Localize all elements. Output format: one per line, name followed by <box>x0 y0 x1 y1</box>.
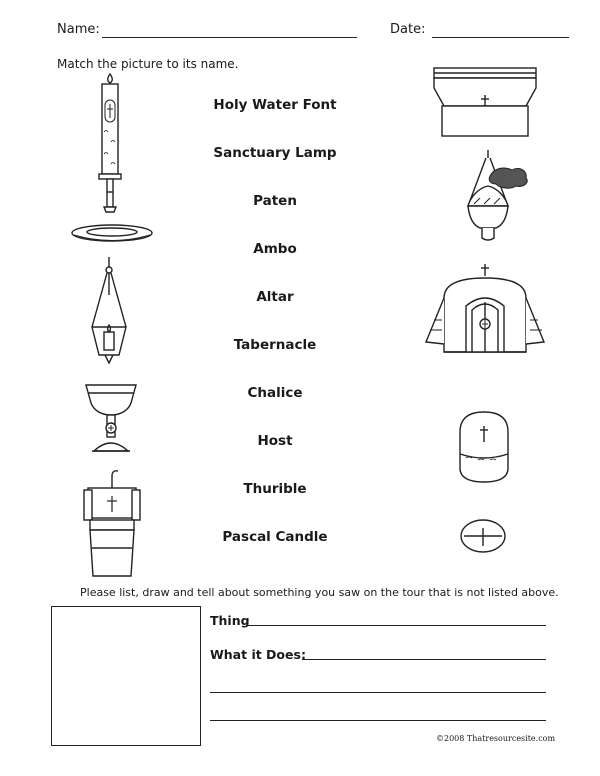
sanctuary-lamp-picture <box>88 255 130 367</box>
term-paten: Paten <box>253 193 297 209</box>
thing-field[interactable] <box>246 625 546 626</box>
term-tabernacle: Tabernacle <box>233 337 317 353</box>
date-field[interactable] <box>432 37 569 38</box>
name-label: Name: <box>57 22 100 37</box>
host-picture <box>458 516 508 556</box>
copyright: ©2008 Thatresourcesite.com <box>436 734 556 743</box>
tabernacle-picture <box>420 262 550 362</box>
chalice-picture <box>84 381 138 457</box>
name-field[interactable] <box>102 37 357 38</box>
term-host: Host <box>257 433 293 449</box>
answer-line-2[interactable] <box>210 720 546 721</box>
what-it-does-label: What it Does: <box>210 647 306 662</box>
term-sanctuary-lamp: Sanctuary Lamp <box>213 145 337 161</box>
holy-water-font-picture <box>456 408 512 486</box>
term-pascal-candle: Pascal Candle <box>222 529 328 545</box>
term-ambo: Ambo <box>253 241 297 257</box>
altar-picture <box>430 66 540 140</box>
drawing-box[interactable] <box>51 606 201 746</box>
date-label: Date: <box>390 22 426 37</box>
ambo-picture <box>82 468 142 580</box>
footer-instructions: Please list, draw and tell about something you saw on the tour that is not listed above. <box>80 586 559 599</box>
thing-label: Thing <box>210 613 250 628</box>
what-it-does-field[interactable] <box>302 659 546 660</box>
instructions: Match the picture to its name. <box>57 57 239 71</box>
thurible-picture <box>460 148 532 248</box>
term-altar: Altar <box>256 289 294 305</box>
term-chalice: Chalice <box>247 385 303 401</box>
pascal-candle-picture <box>92 72 128 214</box>
answer-line-1[interactable] <box>210 692 546 693</box>
term-thurible: Thurible <box>243 481 307 497</box>
term-holy-water-font: Holy Water Font <box>213 97 337 113</box>
paten-picture <box>70 222 154 244</box>
